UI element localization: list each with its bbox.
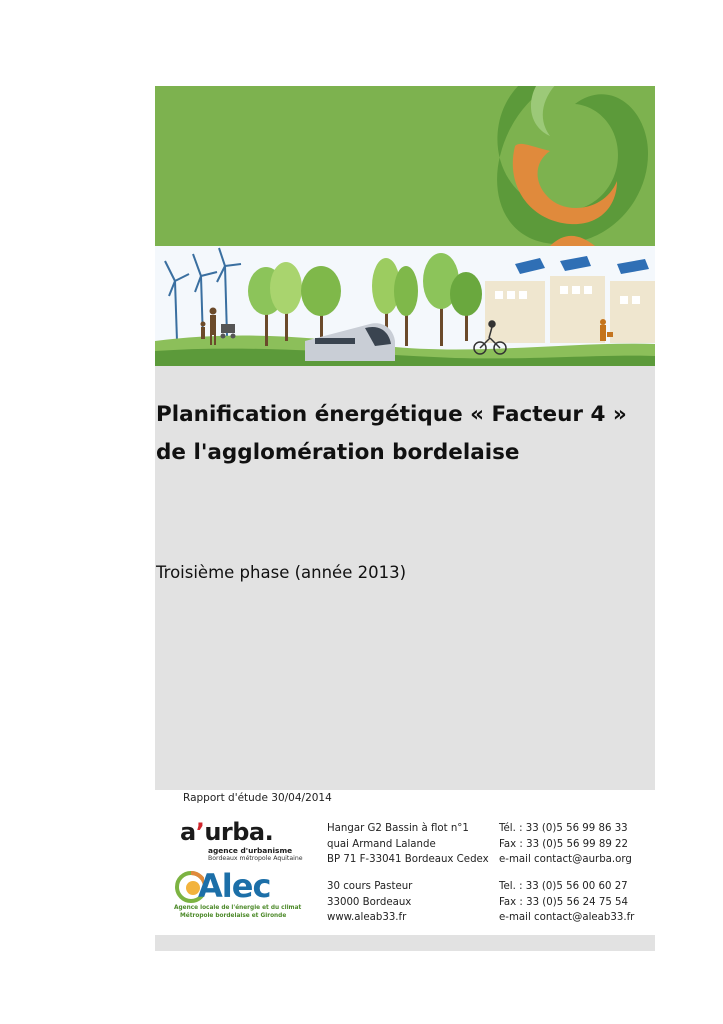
aurba-email: e-mail contact@aurba.org (499, 854, 632, 866)
alec-logo-wordmark: Alec (198, 867, 271, 905)
alec-contact (499, 879, 634, 926)
aurba-address-line: Hangar G2 Bassin à flot n°1 (327, 823, 469, 834)
title-line-2: de l'agglomération bordelaise (156, 440, 520, 465)
aurba-logo-prefix: a (180, 818, 196, 846)
alec-email: e-mail contact@aleab33.fr (499, 912, 635, 924)
aurba-address (327, 821, 489, 868)
aurba-address-line: BP 71 F-33041 Bordeaux Cedex (327, 854, 489, 866)
aurba-contact (499, 821, 632, 868)
alec-fax: Fax : 33 (0)5 56 24 75 54 (499, 896, 629, 908)
landscape-illustration (155, 246, 655, 366)
alec-phone: Tel. : 33 (0)5 56 00 60 27 (499, 881, 628, 892)
alec-logo-tagline: Métropole bordelaise et Gironde (180, 913, 287, 919)
alec-website: www.aleab33.fr (327, 912, 407, 924)
aurba-logo-apostrophe: ’ (195, 818, 205, 846)
aurba-logo-subtitle: agence d'urbanisme (208, 846, 293, 855)
aurba-logo-word: urba. (204, 818, 274, 846)
swirl-graphic (155, 86, 655, 246)
aurba-phone: Tél. : 33 (0)5 56 99 86 33 (499, 823, 628, 834)
report-date: Rapport d'étude 30/04/2014 (183, 792, 332, 804)
title-line-1: Planification énergétique « Facteur 4 » (156, 402, 627, 427)
document-subtitle: Troisième phase (année 2013) (156, 563, 407, 582)
alec-address-line: 33000 Bordeaux (327, 896, 412, 908)
aurba-address-line: quai Armand Lalande (327, 838, 436, 850)
aurba-logo (180, 818, 310, 864)
aurba-fax: Fax : 33 (0)5 56 99 89 22 (499, 838, 629, 850)
alec-logo (174, 867, 302, 925)
aurba-logo-tagline: Bordeaux métropole Aquitaine (208, 855, 303, 862)
alec-address-line: 30 cours Pasteur (327, 881, 413, 892)
alec-address (327, 879, 412, 926)
cover-illustration (155, 246, 655, 366)
footer-bar (155, 935, 655, 951)
alec-logo-subtitle: Agence locale de l'énergie et du climat (174, 905, 302, 911)
document-title (156, 396, 651, 472)
aurba-logo-wordmark (180, 818, 273, 846)
cover-band (155, 86, 655, 246)
